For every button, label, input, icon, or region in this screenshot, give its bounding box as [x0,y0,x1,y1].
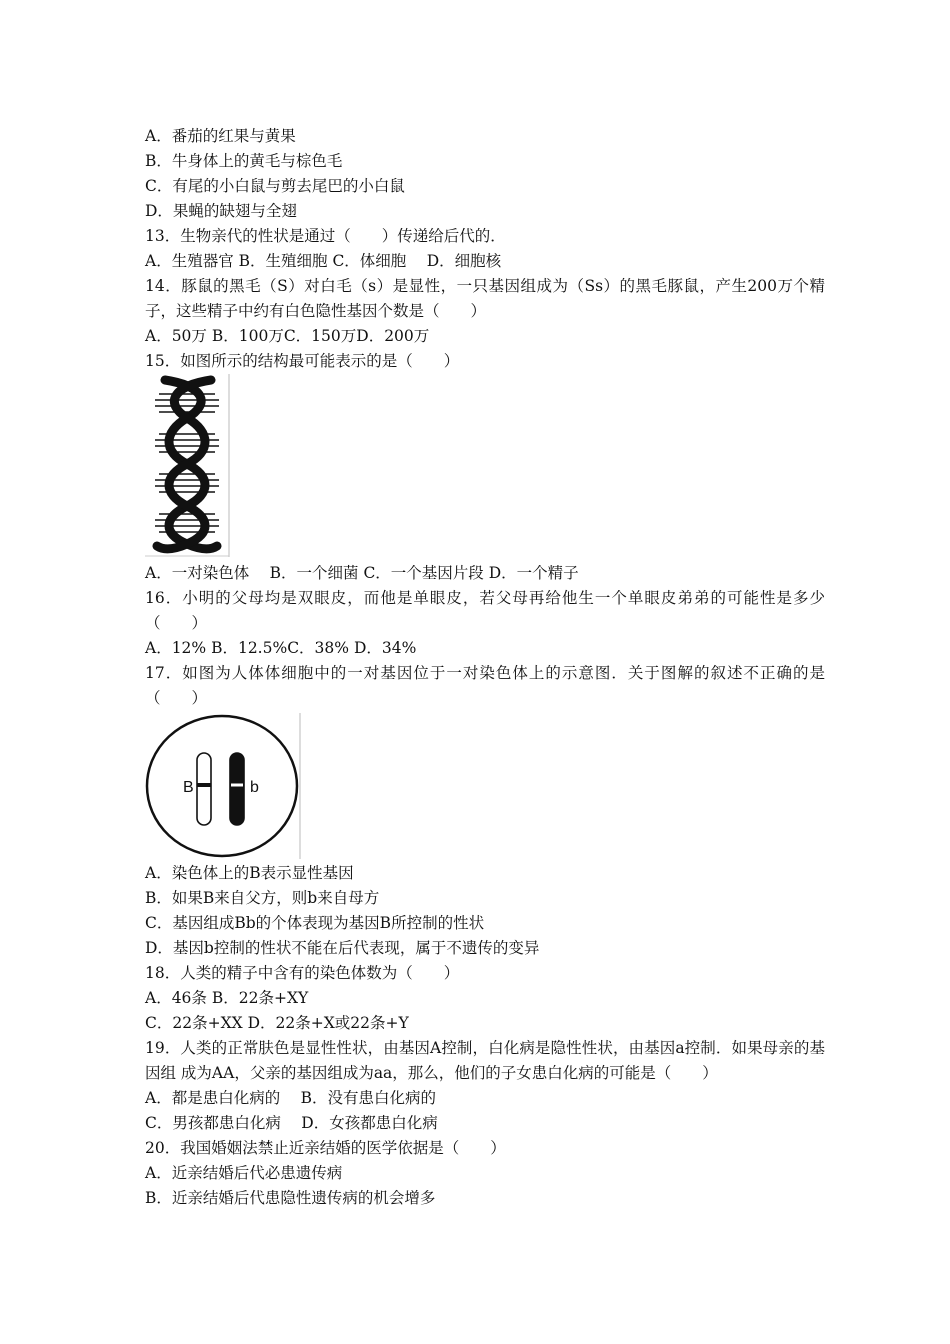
q16-options: A．12% B．12.5%C．38% D．34% [145,639,417,657]
q18-options-cd: C．22条+XX D．22条+X或22条+Y [145,1014,409,1032]
q16-stem: 16．小明的父母均是双眼皮，而他是单眼皮，若父母再给他生一个单眼皮弟弟的可能性是多少（ ） [145,589,825,632]
q20-option-b: B．近亲结婚后代患隐性遗传病的机会增多 [145,1189,436,1207]
q19-stem: 19．人类的正常肤色是显性性状，由基因A控制，白化病是隐性性状，由基因a控制．如果母亲的基因组 成为AA，父亲的基因组成为aa，那么，他们的子女患白化病的可能是（ ） [145,1039,825,1082]
q20-stem: 20．我国婚姻法禁止近亲结婚的医学依据是（ ） [145,1139,506,1157]
dna-double-helix-icon [145,374,230,557]
q19-options-cd: C．男孩都患白化病 D．女孩都患白化病 [145,1114,438,1132]
q20-option-a: A．近亲结婚后代必患遗传病 [145,1164,343,1182]
gene-label-b-recessive: b [250,779,259,796]
q18-options-ab: A．46条 B．22条+XY [145,989,309,1007]
q17-stem: 17．如图为人体体细胞中的一对基因位于一对染色体上的示意图．关于图解的叙述不正确的是（ ） [145,664,825,707]
q12-option-a: A．番茄的红果与黄果 [145,127,296,145]
q12-option-c: C．有尾的小白鼠与剪去尾巴的小白鼠 [145,177,405,195]
q14-stem: 14．豚鼠的黑毛（S）对白毛（s）是显性，一只基因组成为（Ss）的黑毛豚鼠，产生200万个精子，这些精子中约有白色隐性基因个数是（ ） [145,277,825,320]
q13-options: A．生殖器官 B．生殖细胞 C．体细胞 D．细胞核 [145,252,502,270]
chromosome-pair-icon [145,713,305,859]
q14-options: A．50万 B．100万C．150万D．200万 [145,327,430,345]
q12-option-b: B．牛身体上的黄毛与棕色毛 [145,152,343,170]
q15-options: A．一对染色体 B．一个细菌 C．一个基因片段 D．一个精子 [145,564,579,582]
q12-option-d: D．果蝇的缺翅与全翅 [145,202,297,220]
gene-label-b-dominant: B [183,779,194,796]
q17-option-c: C．基因组成Bb的个体表现为基因B所控制的性状 [145,914,485,932]
q17-option-d: D．基因b控制的性状不能在后代表现，属于不遗传的变异 [145,939,540,957]
q19-options-ab: A．都是患白化病的 B．没有患白化病的 [145,1089,437,1107]
q18-stem: 18．人类的精子中含有的染色体数为（ ） [145,964,460,982]
q17-option-a: A．染色体上的B表示显性基因 [145,864,354,882]
q17-option-b: B．如果B来自父方，则b来自母方 [145,889,380,907]
q15-stem: 15．如图所示的结构最可能表示的是（ ） [145,352,460,370]
q13-stem: 13．生物亲代的性状是通过（ ）传递给后代的． [145,227,506,245]
question-list [145,124,825,1211]
